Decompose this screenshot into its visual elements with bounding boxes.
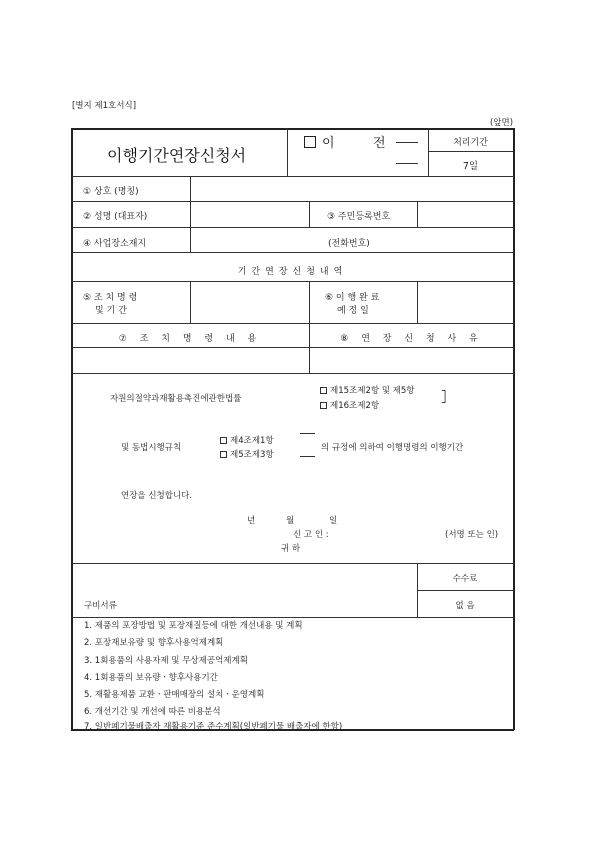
law-name: 자원의절약과재활용촉진에관한법률 [110, 394, 242, 404]
signature-label: (서명 또는 인) [445, 530, 499, 540]
completion-date-field[interactable] [419, 283, 512, 321]
applicant-label: 신 고 인 : [293, 530, 329, 540]
bracket-bottom: ┘ [442, 398, 449, 409]
frame-top [71, 128, 514, 130]
rule-suffix: 의 규정에 의하여 이행명령의 이행기간 [321, 443, 464, 453]
date-year: 년 [247, 516, 256, 526]
date-month: 월 [286, 516, 295, 526]
law-option-1-checkbox[interactable] [320, 387, 327, 394]
frame-right [513, 128, 515, 730]
extension-reason-label: ⑧ 연 장 신 청 사 유 [340, 334, 483, 344]
frame-left [71, 128, 73, 730]
transfer-option[interactable] [304, 132, 335, 151]
list-item: 4. 1회용품의 보유량ㆍ향후사용기간 [84, 673, 218, 683]
extension-reason-field[interactable] [312, 349, 512, 371]
order-contents-field[interactable] [73, 349, 307, 371]
transfer-label-2: 전 [373, 136, 386, 151]
order-period-label-1: ⑤ 조 치 명 령 [83, 293, 138, 303]
order-period-label-2: 및 기 간 [95, 306, 127, 316]
date-day: 일 [329, 516, 338, 526]
transfer-dash-1 [396, 142, 418, 143]
processing-value: 7일 [462, 161, 479, 172]
page-side-label: (앞면) [490, 118, 514, 128]
addressee: 귀 하 [281, 544, 301, 554]
law-option-2[interactable]: 제16조제2항 [320, 399, 379, 411]
business-address-label: ④ 사업장소재지 [83, 239, 147, 249]
fee-header: 수수료 [452, 574, 478, 584]
phone-label: (전화번호) [328, 239, 370, 249]
completion-date-label-1: ⑥ 이 행 완 료 [325, 293, 380, 303]
completion-date-label-2: 예 정 일 [337, 306, 369, 316]
bracket-top: ┐ [442, 386, 449, 397]
law-option-1[interactable]: 제15조제2항 및 제5항 [320, 384, 415, 396]
list-item: 3. 1회용품의 사용자제 및 무상제공억제계획 [84, 656, 248, 666]
law-option-2-checkbox[interactable] [320, 402, 327, 409]
rule-dash-2 [300, 456, 315, 457]
list-item: 6. 개선기간 및 개선에 따른 비용분석 [84, 707, 221, 717]
request-text: 연장을 신청합니다. [121, 491, 193, 501]
trade-name-field[interactable] [192, 178, 512, 200]
list-item: 7. 일반폐기물배출자 재활용기준 준수계획(일반폐기물 배출자에 한함) [84, 722, 343, 732]
list-item: 5. 재활용제품 교환ㆍ판매매장의 설치ㆍ운영계획 [84, 690, 265, 700]
fee-value: 없 음 [455, 601, 475, 611]
documents-header: 구비서류 [84, 601, 117, 611]
order-contents-label: ⑦ 조 치 명 령 내 용 [118, 334, 262, 344]
transfer-checkbox[interactable] [304, 136, 316, 148]
rule-option-2[interactable]: 제5조제3항 [220, 448, 274, 460]
order-period-field[interactable] [192, 283, 308, 321]
rule-option-1-checkbox[interactable] [220, 437, 227, 444]
rule-dash-1 [300, 433, 315, 434]
transfer-label-1: 이 [322, 136, 335, 151]
resident-no-field[interactable] [419, 203, 512, 225]
resident-no-label: ③ 주민등록번호 [327, 212, 391, 222]
form-title: 이행기간연장신청서 [107, 146, 247, 165]
rule-option-2-checkbox[interactable] [220, 451, 227, 458]
form-id: [별지 제1호서식] [72, 101, 137, 111]
transfer-dash-2 [396, 163, 418, 164]
list-item: 1. 제품의 포장방법 및 포장재질등에 대한 개선내용 및 계획 [84, 621, 303, 631]
trade-name-label: ① 상호 (명칭) [83, 187, 139, 197]
section-title: 기간연장신청내역 [237, 267, 348, 277]
processing-header: 처리기간 [453, 138, 488, 148]
rule-name: 및 동법시행규칙 [121, 443, 182, 453]
list-item: 2. 포장재보유량 및 향후사용억제계획 [84, 638, 224, 648]
rule-option-1[interactable]: 제4조제1항 [220, 434, 274, 446]
name-label: ② 성명 (대표자) [83, 212, 148, 222]
name-field[interactable] [192, 203, 308, 225]
